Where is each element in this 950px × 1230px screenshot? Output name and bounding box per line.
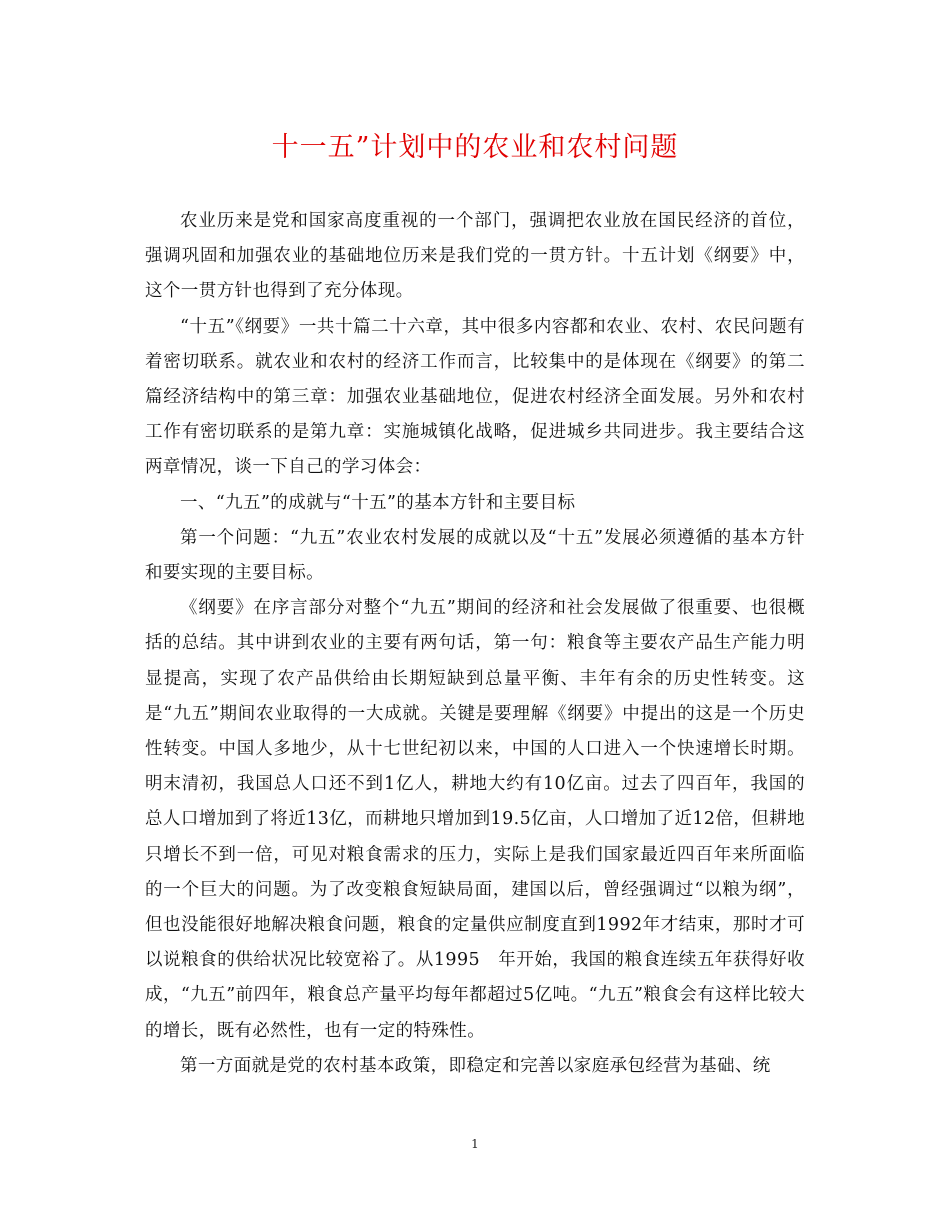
section-heading: 一、“九五”的成就与“十五”的基本方针和主要目标 xyxy=(180,492,576,513)
paragraph: 《纲要》在序言部分对整个“九五”期间的经济和社会发展做了很重要、也很概括的总结。其中讲到农业的主要有两句话，第一句：粮食等主要农产品生产能力明显提高，实现了农产品供给由长期短缺到总量平衡、丰年有余的历史性转变。这是“九五”期间农业取得的一大成就。关键是要理解《纲要》中提出的这是一个历史性转变。中国人多地少，从十七世纪初以来，中国的人口进入一个快速增长时期。明末清初，我国总人口还不到1亿人，耕地大约有10亿亩。过去了四百年，我国的总人口增加到了将近13亿，而耕地只增加到19.5亿亩，人口增加了近12倍，但耕地只增长不到一倍，可见对粮食需求的压力，实际上是我们国家最近四百年来所面临的一个巨大的问题。为了改变粮食短缺局面，建国以后，曾经强调过“以粮为纲”，但也没能很好地解决粮食问题，粮食的定量供应制度直到1992年才结束，那时才可以说粮食的供给状况比较宽裕了。从1995 年开始，我国的粮食连续五年获得好收成，“九五”前四年，粮食总产量平均每年都超过5亿吨。“九五”粮食会有这样比较大的增长，既有必然性，也有一定的特殊性。 xyxy=(145,598,805,1041)
document-body xyxy=(145,204,805,1084)
document-title: 十一五”计划中的农业和农村问题 xyxy=(271,132,679,163)
paragraph: 农业历来是党和国家高度重视的一个部门，强调把农业放在国民经济的首位，强调巩固和加强农业的基础地位历来是我们党的一贯方针。十五计划《纲要》中，这个一贯方针也得到了充分体现。 xyxy=(145,211,805,302)
page-number: 1 xyxy=(471,1137,479,1151)
paragraph: 第一个问题：“九五”农业农村发展的成就以及“十五”发展必须遵循的基本方针和要实现的主要目标。 xyxy=(145,527,805,584)
paragraph: “十五”《纲要》一共十篇二十六章，其中很多内容都和农业、农村、农民问题有着密切联系。就农业和农村的经济工作而言，比较集中的是体现在《纲要》的第二篇经济结构中的第三章：加强农业基础地位，促进农村经济全面发展。另外和农村工作有密切联系的是第九章：实施城镇化战略，促进城乡共同进步。我主要结合这两章情况，谈一下自己的学习体会： xyxy=(145,316,805,478)
paragraph: 第一方面就是党的农村基本政策，即稳定和完善以家庭承包经营为基础、统 xyxy=(180,1055,771,1076)
